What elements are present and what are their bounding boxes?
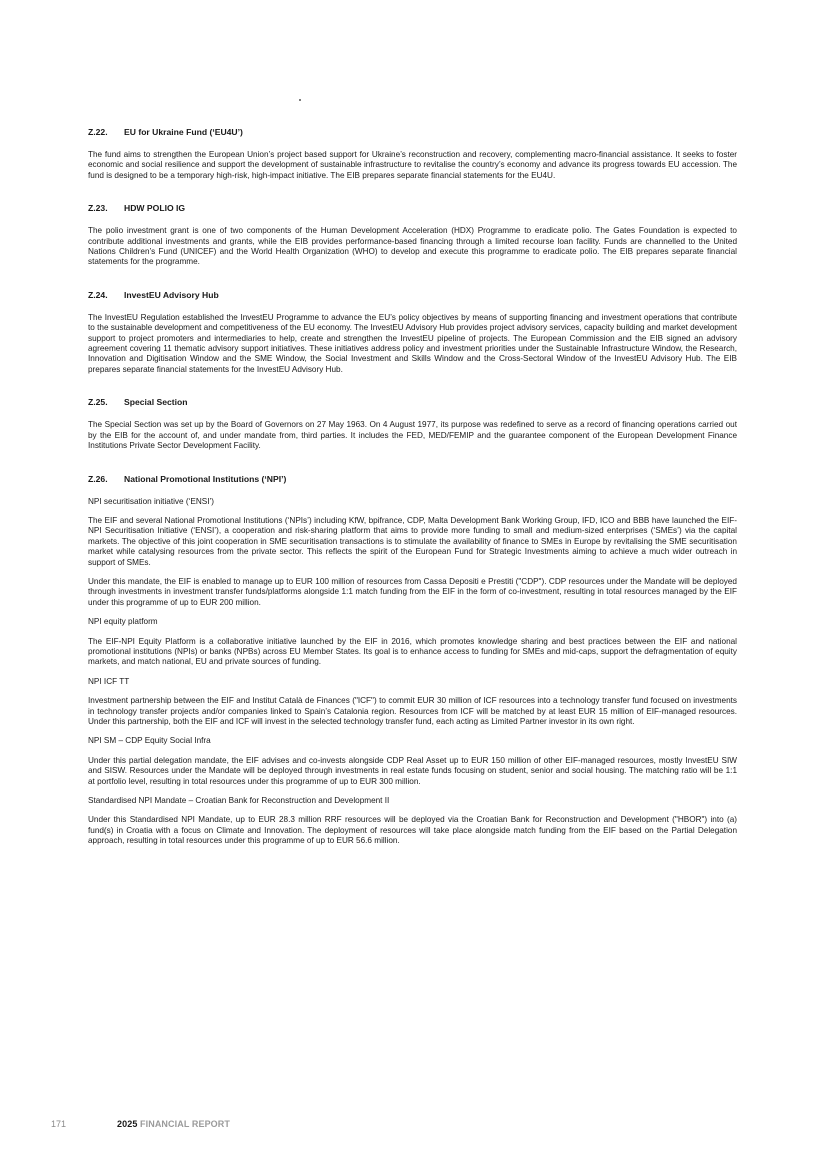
- section-title: National Promotional Institutions (‘NPI’): [124, 473, 287, 484]
- section-z25: [88, 396, 737, 451]
- section-number: Z.22.: [88, 127, 108, 137]
- section-heading: [88, 473, 737, 485]
- paragraph: Under this Standardised NPI Mandate, up to EUR 28.3 million RRF resources will be deployed via the Croatian Bank for Reconstruction and Development ("HBOR") into (a) fund(s) in Croatia with a focus on Climate and Innovation. The deployment of resources will take place alongside match funding from the EIF based on the Partial Delegation approach, resulting in total resources under this programme of up to EUR 56.6 million.: [88, 815, 737, 846]
- section-z26: [88, 473, 737, 847]
- section-number: Z.23.: [88, 203, 108, 214]
- page-footer: [0, 1119, 825, 1133]
- document-body: [88, 126, 737, 868]
- section-title: InvestEU Advisory Hub: [124, 289, 219, 300]
- paragraph: Under this partial delegation mandate, the EIF advises and co-invests alongside CDP Real Asset up to EUR 150 million of other EIF-managed resources, mostly InvestEU SIW and SISW. Resources under the Mandate will be deployed through investments in real estate funds focusing on student, senior and social housing. The matching ratio will be 1:1 at portfolio level, resulting in total resources under this programme of up to EUR 300 million.: [88, 755, 737, 786]
- section-number: Z.25.: [88, 397, 108, 408]
- section-title: EU for Ukraine Fund (‘EU4U’): [124, 127, 243, 137]
- subheading: NPI SM – CDP Equity Social Infra: [88, 736, 211, 746]
- section-heading: [88, 396, 737, 408]
- section-heading: [88, 126, 737, 138]
- section-heading: [88, 202, 737, 214]
- subheading: NPI ICF TT: [88, 676, 130, 686]
- report-label: FINANCIAL REPORT: [140, 1119, 230, 1129]
- section-z22: [88, 126, 737, 181]
- subheading: Standardised NPI Mandate – Croatian Bank for Reconstruction and Development II: [88, 796, 390, 806]
- page-number: 171: [51, 1119, 67, 1129]
- section-z23: [88, 202, 737, 268]
- section-heading: [88, 289, 737, 301]
- subheading: NPI securitisation initiative (‘ENSI’): [88, 496, 215, 506]
- paragraph: The EIF and several National Promotional Institutions (‘NPIs’) including KfW, bpifrance, CDP, Malta Development Bank Working Group, IFD, ICO and BBB have launched the EIF-NPI Securitisation Initiative (‘ENSI’), a cooperation and risk-sharing platform that aims to provide more funding to small and medium-sized enterprises (‘SMEs’) via the capital markets. The objective of this joint cooperation in SME securitisation transactions is to stimulate the availability of finance to SMEs in Europe by revitalising the SME securitisation market while catalysing resources from the private sector. This reflects the spirit of the European Fund for Strategic Investments aiming to achieve a much wider outreach in support of SMEs.: [88, 515, 737, 567]
- section-title: HDW POLIO IG: [124, 203, 186, 214]
- stray-dot: [299, 99, 301, 101]
- paragraph: Under this mandate, the EIF is enabled to manage up to EUR 100 million of resources from Cassa Depositi e Prestiti ("CDP"). CDP resources under the Mandate will be deployed through investments in investment transfer funds/platforms alongside 1:1 match funding from the EIF in the form of co-investment, resulting in total resources managed by the EIF under this programme of up to EUR 200 million.: [88, 576, 737, 607]
- section-number: Z.26.: [88, 473, 108, 484]
- section-title: Special Section: [124, 397, 188, 408]
- report-year: 2025: [117, 1119, 138, 1129]
- paragraph: The polio investment grant is one of two components of the Human Development Acceleration (HDX) Programme to eradicate polio. The Gates Foundation is expected to contribute additional investments and grants, while the EIB provides performance-based financing through a limited recourse loan facility. Funds are channelled to the United Nations Children’s Fund (UNICEF) and the World Health Organization (WHO) to develop and execute this programme to eradicate polio. The EIB prepares separate financial statements for the programme.: [88, 226, 737, 267]
- paragraph: The InvestEU Regulation established the InvestEU Programme to advance the EU’s policy objectives by means of supporting financing and investment operations that contribute to the sustainable development and competitiveness of the EU economy. The InvestEU Advisory Hub provides project advisory services, capacity building and market development support to project promoters and intermediaries to help, create and strengthen the InvestEU pipeline of projects. The European Commission and the EIB signed an advisory agreement covering 11 thematic advisory support initiatives. These initiatives address policy and investment priorities under the Sustainable Infrastructure Window, the Research, Innovation and Digitisation Window and the SME Window, the Social Investment and Skills Window and the Cross-Sectoral Window of the InvestEU Advisory Hub. The EIB prepares separate financial statements for the InvestEU Advisory Hub.: [88, 312, 737, 374]
- paragraph: The EIF-NPI Equity Platform is a collaborative initiative launched by the EIF in 2016, which promotes knowledge sharing and best practices between the EIF and national promotional institutions (NPIs) or banks (NPBs) across EU Member States. Its goal is to enhance access to funding for SMEs and mid-caps, support the defragmentation of equity markets, and match national, EU and private sources of funding.: [88, 636, 737, 667]
- report-title: [117, 1119, 230, 1129]
- paragraph: The fund aims to strengthen the European Union’s project based support for Ukraine’s reconstruction and recovery, complementing macro-financial assistance. It seeks to foster economic and social resilience and support the development of sustainable infrastructure to revitalise the country’s economy and advance its progress towards EU accession. The fund is designed to be a temporary high-risk, high-impact initiative. The EIB prepares separate financial statements for the EU4U.: [88, 150, 737, 180]
- subheading: NPI equity platform: [88, 617, 158, 627]
- section-z24: [88, 289, 737, 375]
- section-number: Z.24.: [88, 289, 108, 300]
- paragraph: Investment partnership between the EIF and Institut Català de Finances ("ICF") to commit EUR 30 million of ICF resources into a technology transfer fund focused on investments in technology transfer projects and/or companies linked to Spain’s Catalonia region. Resources from ICF will be matched by at least EUR 15 million of EIF-managed resources. Under this partnership, both the EIF and ICF will invest in the selected technology transfer fund, each acting as Limited Partner investor in its own right.: [88, 696, 737, 726]
- paragraph: The Special Section was set up by the Board of Governors on 27 May 1963. On 4 August 1977, its purpose was redefined to serve as a record of financing operations carried out by the EIB for the account of, and under mandate from, third parties. It includes the FED, MED/FEMIP and the guarantee component of the European Development Finance Institutions Private Sector Development Facility.: [88, 420, 737, 451]
